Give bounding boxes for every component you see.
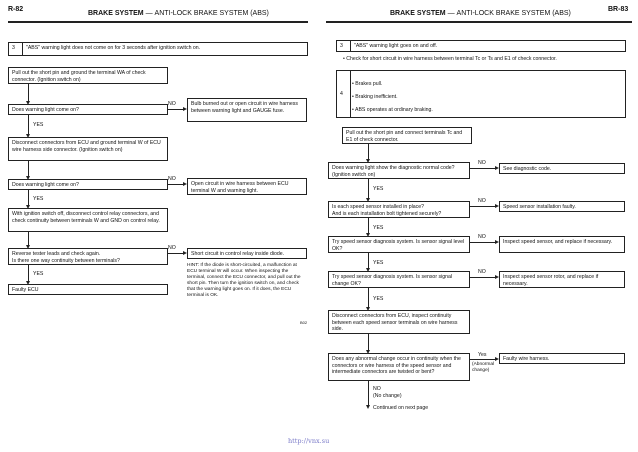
left-problem-box bbox=[8, 42, 308, 56]
right-symptom-text: Braking inefficient. bbox=[355, 93, 398, 100]
left-q2-no-arrow bbox=[168, 184, 184, 185]
right-header-title: BRAKE SYSTEM bbox=[390, 10, 446, 17]
left-q2-no-label: NO bbox=[168, 176, 176, 182]
right-q5-yes-label: Yes bbox=[478, 352, 487, 358]
right-continued: Continued on next page bbox=[373, 405, 429, 411]
right-q3-no-label: NO bbox=[478, 234, 486, 240]
right-connector bbox=[368, 179, 369, 199]
right-page-header bbox=[390, 10, 571, 17]
right-connector bbox=[368, 334, 369, 351]
right-q4-no-result: Inspect speed sensor rotor, and replace if necessary. bbox=[499, 271, 625, 288]
left-connector bbox=[28, 265, 29, 282]
left-q2-box: Does warning light come on? bbox=[8, 179, 168, 190]
right-q3-yes-label: YES bbox=[373, 260, 384, 266]
right-q1-box: Does warning light show the diagnostic normal code? (Ignition switch on) bbox=[328, 162, 470, 179]
right-q1-yes-label: YES bbox=[373, 186, 384, 192]
left-connector bbox=[28, 190, 29, 206]
right-symptom-item: • ABS operates at ordinary braking. bbox=[352, 106, 433, 113]
right-problem4-divider bbox=[350, 70, 351, 118]
right-connector bbox=[368, 288, 369, 308]
left-page-number: R-82 bbox=[8, 6, 24, 13]
footer-url[interactable]: http://vnx.su bbox=[288, 437, 330, 445]
right-q4-no-arrow bbox=[470, 277, 496, 278]
right-q1-no-arrow bbox=[470, 168, 496, 169]
right-symptom-list bbox=[352, 74, 485, 118]
right-check-note: • Check for short circuit in wire harness between terminal Tc or Ts and E1 of check connector. bbox=[343, 56, 557, 62]
left-problem-text: "ABS" warning light does not come on for 3 seconds after ignition switch on. bbox=[26, 45, 201, 51]
right-q4-no-label: NO bbox=[478, 269, 486, 275]
left-page-header bbox=[88, 10, 269, 17]
right-header-sep: — bbox=[447, 10, 455, 17]
right-q5-no-label: NO bbox=[373, 386, 381, 392]
right-connector bbox=[368, 400, 369, 406]
left-header-rule bbox=[8, 21, 308, 23]
right-connector bbox=[368, 218, 369, 234]
left-q1-box: Does warning light come on? bbox=[8, 104, 168, 115]
right-q2-box: Is each speed sensor installed in place? And is each installation bolt tightened securely? bbox=[328, 201, 470, 218]
right-q1-no-label: NO bbox=[478, 160, 486, 166]
right-q4-box: Try speed sensor diagnosis system. Is sensor signal change OK? bbox=[328, 271, 470, 288]
left-connector bbox=[28, 115, 29, 135]
right-q2-no-result: Speed sensor installation faulty. bbox=[499, 201, 625, 212]
left-step1-box: Pull out the short pin and ground the terminal WA of check connector. (Ignition switch on) bbox=[8, 67, 168, 84]
left-q3-no-arrow bbox=[168, 253, 184, 254]
left-q3-no-result: Short circuit in control relay inside diode. bbox=[187, 248, 307, 259]
right-q3-no-arrow bbox=[470, 242, 496, 243]
right-page-number: BR-83 bbox=[608, 6, 629, 13]
right-connector bbox=[368, 144, 369, 160]
right-step2-box: Disconnect connectors from ECU, inspect continuity between each speed sensor terminals on wire harness side. bbox=[328, 310, 470, 334]
right-q5-yes-result: Faulty wire harness. bbox=[499, 353, 625, 364]
left-hint: HINT: If the diode is short-circuited, a malfunction at ECU terminal W will occur. When inspecting the terminal, connect the ECU connector, and pull out the short pin. Then turn the ignition switch on, and check that the warning light goes on. If it does, the ECU terminal is OK. bbox=[187, 263, 301, 298]
right-header-rule bbox=[326, 21, 632, 23]
right-q2-yes-label: YES bbox=[373, 225, 384, 231]
right-connector bbox=[368, 253, 369, 269]
left-q1-no-label: NO bbox=[168, 101, 176, 107]
left-q2-yes-label: YES bbox=[33, 196, 44, 202]
right-q4-yes-label: YES bbox=[373, 296, 384, 302]
right-q2-no-arrow bbox=[470, 206, 496, 207]
left-q1-no-result: Bulb burned out or open circuit in wire harness between warning light and GAUGE fuse. bbox=[187, 98, 307, 122]
right-problem-divider bbox=[350, 40, 351, 52]
left-q2-no-result: Open circuit in wire harness between ECU terminal W and warning light. bbox=[187, 178, 307, 195]
left-connector bbox=[28, 84, 29, 102]
left-step3-box: With ignition switch off, disconnect control relay connectors, and check continuity between terminals W and GND on control relay. bbox=[8, 208, 168, 232]
left-header-sep: — bbox=[145, 10, 153, 17]
left-header-title: BRAKE SYSTEM bbox=[88, 10, 144, 17]
left-q1-no-arrow bbox=[168, 109, 184, 110]
right-symptom-item: • Braking inefficient. bbox=[352, 93, 398, 100]
right-q5-yes-note: (Abnormal change) bbox=[472, 362, 495, 373]
right-problem4-number: 4 bbox=[340, 91, 343, 97]
right-q5-box: Does any abnormal change occur in continuity when the connectors or wire harness of the speed sensor and intermediate connectors are twisted or bent? bbox=[328, 353, 470, 381]
right-step1-box: Pull out the short pin and connect terminals Tc and E1 of check connector. bbox=[342, 127, 472, 144]
right-symptom-item: • Brakes pull. bbox=[352, 80, 383, 87]
left-problem-divider bbox=[22, 42, 23, 56]
left-connector bbox=[28, 161, 29, 177]
left-q1-yes-label: YES bbox=[33, 122, 44, 128]
left-q3-yes-label: YES bbox=[33, 271, 44, 277]
left-final-result: Faulty ECU bbox=[8, 284, 168, 295]
right-problem-box bbox=[336, 40, 626, 52]
right-symptom-text: ABS operates at ordinary braking. bbox=[354, 106, 433, 113]
right-problem-text: "ABS" warning light goes on and off. bbox=[354, 43, 438, 49]
right-q1-no-result: See diagnostic code. bbox=[499, 163, 625, 174]
right-q5-no-note: (No change) bbox=[373, 393, 402, 399]
right-q2-no-label: NO bbox=[478, 198, 486, 204]
left-problem-number: 3 bbox=[12, 45, 15, 51]
left-step2-box: Disconnect connectors from ECU and ground terminal W of ECU wire harness side connector. (Ignition switch on) bbox=[8, 137, 168, 161]
right-problem-number: 3 bbox=[340, 43, 343, 49]
right-symptom-text: Brakes pull. bbox=[355, 80, 383, 87]
right-problem4-box bbox=[336, 70, 626, 118]
left-q3-box: Reverse tester leads and check again. Is there one way continuity between terminals? bbox=[8, 248, 168, 265]
right-q5-yes-arrow bbox=[470, 359, 496, 360]
left-margin-mark: B02 bbox=[300, 320, 308, 325]
left-q3-no-label: NO bbox=[168, 245, 176, 251]
right-q3-box: Try speed sensor diagnosis system. Is sensor signal level OK? bbox=[328, 236, 470, 253]
right-header-subtitle: ANTI-LOCK BRAKE SYSTEM (ABS) bbox=[456, 10, 571, 17]
left-header-subtitle: ANTI-LOCK BRAKE SYSTEM (ABS) bbox=[154, 10, 269, 17]
right-q3-no-result: Inspect speed sensor, and replace if necessary. bbox=[499, 236, 625, 253]
left-connector bbox=[28, 232, 29, 246]
